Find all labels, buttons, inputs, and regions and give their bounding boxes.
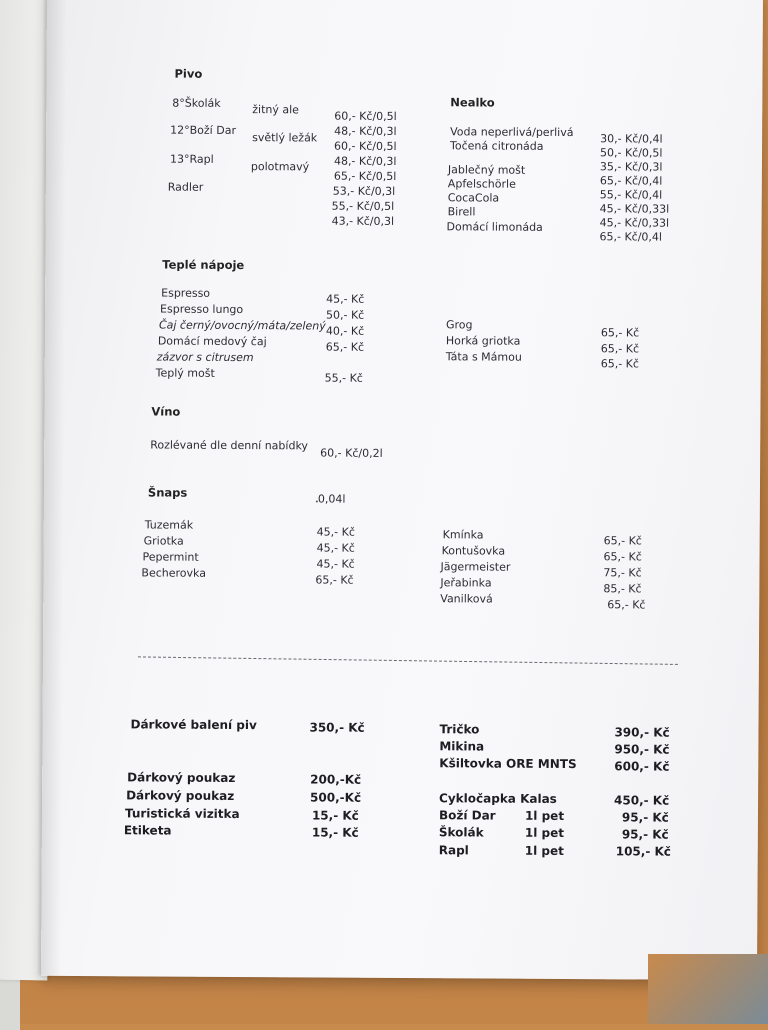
merch-price: 350,- Kč bbox=[309, 720, 365, 735]
hot-drink-name: Horká griotka bbox=[445, 334, 521, 348]
shot-measure: 0,04l bbox=[317, 492, 346, 506]
merch-price: 200,-Kč bbox=[310, 772, 362, 787]
drink-name: Domácí limonáda bbox=[446, 220, 543, 234]
hot-drink-price: 55,- Kč bbox=[324, 371, 363, 385]
beer-price: 43,- Kč/0,3l bbox=[331, 214, 395, 228]
spirit-name: Vanilková bbox=[440, 592, 493, 606]
section-heading-pivo: Pivo bbox=[174, 66, 203, 81]
wine-price: 60,- Kč/0,2l bbox=[320, 446, 383, 460]
beer-price: 53,- Kč/0,3l bbox=[332, 184, 396, 198]
beer-type: světlý ležák bbox=[252, 131, 318, 145]
merch-name: Cykločapka Kalas bbox=[439, 791, 557, 806]
hot-drink-name: Teplý mošt bbox=[155, 366, 215, 380]
merch-price: 95,- Kč bbox=[621, 827, 669, 842]
hot-drink-price: 65,- Kč bbox=[600, 326, 640, 340]
drink-price: 65,- Kč/0,4l bbox=[599, 174, 663, 188]
spirit-name: Tuzemák bbox=[144, 518, 194, 532]
drink-name: Točená citronáda bbox=[450, 139, 544, 153]
drink-price: 30,- Kč/0,4l bbox=[600, 132, 663, 146]
merch-name: Dárkový poukaz bbox=[126, 788, 235, 803]
beer-name: 12°Boží Dar bbox=[170, 123, 237, 137]
merch-name: Dárkový poukaz bbox=[127, 770, 236, 785]
spirit-price: 65,- Kč bbox=[607, 598, 646, 612]
spirit-price: 65,- Kč bbox=[603, 534, 642, 548]
merch-price: 95,- Kč bbox=[621, 810, 669, 825]
merch-name: Tričko bbox=[439, 722, 480, 737]
spirit-price: 85,- Kč bbox=[603, 582, 642, 596]
section-heading-snaps: Šnaps bbox=[147, 485, 188, 500]
spirit-name: Kontušovka bbox=[441, 544, 506, 558]
drink-name: Apfelschörle bbox=[447, 177, 516, 191]
spirit-price: 65,- Kč bbox=[315, 573, 354, 587]
merch-qty: 1l pet bbox=[524, 825, 565, 840]
merch-qty: 1l pet bbox=[524, 808, 565, 823]
merch-price: 950,- Kč bbox=[614, 742, 670, 757]
spirit-name: Griotka bbox=[143, 534, 184, 548]
merch-price: 105,- Kč bbox=[615, 844, 671, 859]
spirit-price: 65,- Kč bbox=[603, 550, 642, 564]
merch-price: 600,- Kč bbox=[614, 759, 670, 774]
drink-price: 55,- Kč/0,4l bbox=[599, 188, 663, 202]
beer-price: 60,- Kč/0,5l bbox=[334, 109, 397, 123]
merch-price: 390,- Kč bbox=[614, 725, 670, 740]
drink-name: Voda neperlivá/perlivá bbox=[450, 125, 574, 140]
spirit-price: 45,- Kč bbox=[316, 541, 355, 555]
hot-drink-name: Grog bbox=[445, 318, 473, 332]
beer-type: žitný ale bbox=[252, 103, 300, 117]
hot-drink-price: 65,- Kč bbox=[600, 357, 640, 371]
hot-drink-price: 65,- Kč bbox=[600, 342, 640, 356]
merch-name: Turistická vizitka bbox=[124, 806, 240, 822]
merch-price: 500,-Kč bbox=[310, 790, 362, 805]
spirit-price: 75,- Kč bbox=[603, 566, 642, 580]
section-divider bbox=[138, 656, 678, 665]
beer-price: 48,- Kč/0,3l bbox=[334, 124, 397, 138]
beer-price: 65,- Kč/0,5l bbox=[333, 169, 397, 183]
merch-price: 15,- Kč bbox=[311, 808, 359, 823]
drink-price: 45,- Kč/0,33l bbox=[599, 202, 670, 216]
spirit-price: 45,- Kč bbox=[316, 557, 355, 571]
spirit-name: Jeřabinka bbox=[440, 576, 492, 590]
drink-price: 50,- Kč/0,5l bbox=[599, 146, 663, 160]
menu-page bbox=[41, 0, 763, 980]
hot-drink-name: Čaj černý/ovocný/máta/zelený bbox=[158, 318, 326, 333]
beer-name: 13°Rapl bbox=[169, 152, 214, 166]
merch-qty: 1l pet bbox=[524, 843, 564, 858]
merch-name: Etiketa bbox=[123, 823, 172, 838]
spirit-price: 45,- Kč bbox=[316, 525, 355, 539]
merch-name: Školák bbox=[438, 825, 484, 840]
hot-drink-price: 65,- Kč bbox=[325, 340, 365, 354]
section-heading-vino: Víno bbox=[151, 404, 181, 419]
hot-drink-price: 40,- Kč bbox=[325, 324, 365, 338]
merch-name: Mikina bbox=[439, 739, 485, 754]
dot-mark bbox=[316, 500, 318, 502]
hot-drink-price: 50,- Kč bbox=[325, 308, 365, 322]
spirit-name: Pepermint bbox=[142, 550, 199, 564]
spirit-name: Kmínka bbox=[442, 528, 484, 542]
drink-name: Jablečný mošt bbox=[447, 163, 526, 177]
merch-name: Dárkové balení piv bbox=[130, 717, 257, 733]
merch-price: 15,- Kč bbox=[311, 825, 359, 840]
section-heading-nealko: Nealko bbox=[450, 95, 495, 110]
hot-drink-name: Táta s Mámou bbox=[445, 350, 522, 364]
merch-name: Rapl bbox=[438, 843, 469, 858]
drink-price: 35,- Kč/0,3l bbox=[599, 160, 663, 174]
beer-price: 60,- Kč/0,5l bbox=[334, 139, 397, 153]
spirit-name: Becherovka bbox=[141, 566, 207, 580]
hot-drink-name: Domácí medový čaj bbox=[157, 334, 267, 349]
hot-drink-price: 45,- Kč bbox=[326, 292, 365, 306]
beer-type: polotmavý bbox=[250, 160, 310, 174]
beer-name: Radler bbox=[167, 180, 204, 194]
merch-price: 450,- Kč bbox=[614, 793, 670, 808]
beer-price: 48,- Kč/0,3l bbox=[333, 154, 397, 168]
hot-drink-name: Espresso bbox=[161, 286, 211, 300]
section-heading-teple-napoje: Teplé nápoje bbox=[162, 257, 245, 273]
hot-drink-name: zázvor s citrusem bbox=[156, 350, 254, 365]
drink-price: 65,- Kč/0,4l bbox=[599, 230, 663, 244]
background-corner bbox=[648, 954, 768, 1024]
drink-name: Birell bbox=[447, 205, 476, 219]
merch-name: Kšiltovka ORE MNTS bbox=[439, 756, 577, 772]
hot-drink-name: Espresso lungo bbox=[160, 302, 244, 317]
beer-price: 55,- Kč/0,5l bbox=[331, 199, 395, 213]
merch-name: Boží Dar bbox=[438, 808, 496, 823]
drink-price: 45,- Kč/0,33l bbox=[599, 216, 670, 230]
wine-name: Rozlévané dle denní nabídky bbox=[150, 438, 308, 453]
beer-name: 8°Školák bbox=[172, 96, 221, 110]
drink-name: CocaCola bbox=[447, 191, 500, 205]
spirit-name: Jägermeister bbox=[440, 560, 511, 574]
